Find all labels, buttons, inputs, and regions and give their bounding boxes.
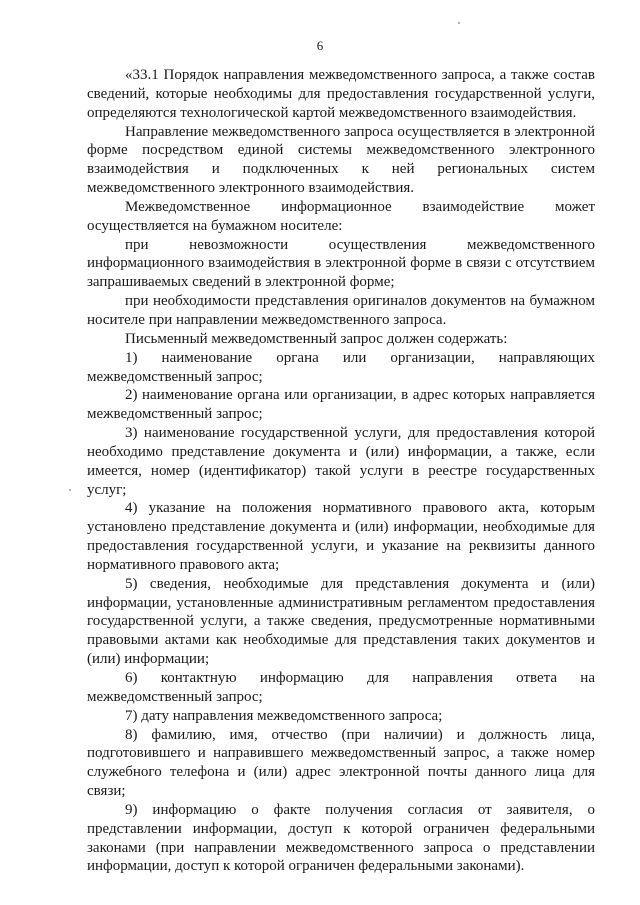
list-item-1: 1) наименование органа или организации, направляющих межведомственный запрос; bbox=[87, 349, 595, 385]
list-item-4: 4) указание на положения нормативного правового акта, которым установлено представление документа и (или) информации, необходимые для предоставления государственной услуги, и указание на реквизиты данного нормативного правового акта; bbox=[87, 500, 595, 573]
list-item-3: 3) наименование государственной услуги, для предоставления которой необходимо представление документа и (или) информации, а также, если имеется, номер (идентификатор) такой услуги в реестре государственных услуг; bbox=[87, 425, 595, 498]
paragraph-request-contents: Письменный межведомственный запрос должен содержать: bbox=[125, 330, 508, 347]
list-item-2: 2) наименование органа или организации, в адрес которых направляется межведомственный запрос; bbox=[87, 387, 595, 423]
paragraph-paper-medium: Межведомственное информационное взаимодействие может осуществляется на бумажном носителе: bbox=[87, 198, 595, 234]
list-item-6: 6) контактную информацию для направления ответа на межведомственный запрос; bbox=[87, 670, 595, 705]
document-body bbox=[87, 66, 595, 876]
scan-speck bbox=[458, 22, 460, 24]
paragraph-electronic-form: Направление межведомственного запроса осуществляется в электронной форме посредством единой системы межведомственного электронного взаимодействия и подключенных к ней региональных систем межведомственного электронного взаимодействия. bbox=[87, 123, 595, 197]
list-item-8: 8) фамилию, имя, отчество (при наличии) и должность лица, подготовившего и направившего межведомственный запрос, а также номер служебного телефона и (или) адрес электронной почты данного лица для связи; bbox=[87, 726, 595, 800]
list-item-7: 7) дату направления межведомственного запроса; bbox=[125, 707, 443, 724]
scan-speck bbox=[69, 489, 71, 491]
paragraph-case-impossibility: при невозможности осуществления межведомственного информационного взаимодействия в электронной форме в связи с отсутствием запрашиваемых сведений в электронной форме; bbox=[87, 236, 595, 291]
paragraph-intro: «33.1 Порядок направления межведомственного запроса, а также состав сведений, которые необходимы для предоставления государственной услуги, определяются технологической картой межведомственного взаимодействия. bbox=[87, 67, 595, 121]
page-number: 6 bbox=[316, 38, 324, 53]
list-item-5: 5) сведения, необходимые для представления документа и (или) информации, установленные административным регламентом предоставления государственной услуги, а также сведения, предусмотренные нормативными правовыми актами как необходимые для представления таких документов и (или) информации; bbox=[87, 575, 595, 668]
paragraph-case-originals: при необходимости представления оригиналов документов на бумажном носителе при направлении межведомственного запроса. bbox=[87, 293, 595, 328]
list-item-9: 9) информацию о факте получения согласия от заявителя, о представлении информации, доступ к которой ограничен федеральными законами (при направлении межведомственного запроса о представлении информации, доступ к которой ограничен федеральными законами). bbox=[87, 801, 595, 875]
